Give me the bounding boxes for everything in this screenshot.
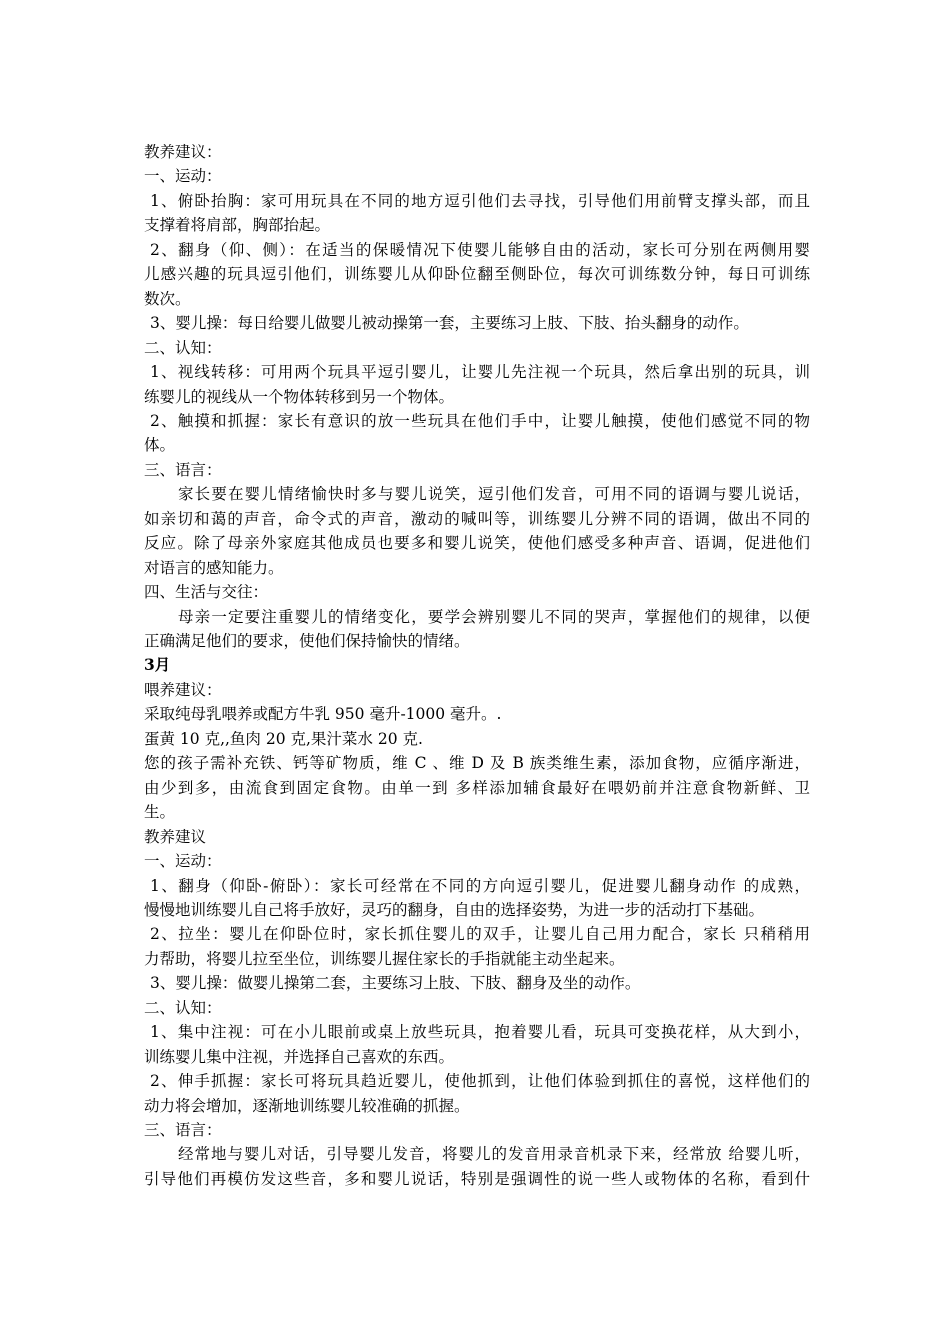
text-line: 您的孩子需补充铁、钙等矿物质，维 C 、维 D 及 B 族类维生素，添加食物，应循序渐进， — [144, 754, 810, 773]
text-line: 3、婴儿操：每日给婴儿做婴儿被动操第一套，主要练习上肢、下肢、抬头翻身的动作。 — [150, 314, 749, 333]
text-line: 如亲切和蔼的声音，命令式的声音，激动的喊叫等，训练婴儿分辨不同的语调，做出不同的 — [144, 509, 810, 528]
text-line: 三、语言： — [144, 1121, 222, 1139]
text-line: 1、集中注视：可在小儿眼前或桌上放些玩具，抱着婴儿看，玩具可变换花样，从大到小， — [150, 1023, 810, 1042]
text-line: 2、拉坐：婴儿在仰卧位时，家长抓住婴儿的双手，让婴儿自己用力配合，家长 只稍稍用 — [150, 925, 810, 944]
text-line: 练婴儿的视线从一个物体转移到另一个物体。 — [144, 387, 455, 406]
text-line: 慢慢地训练婴儿自己将手放好，灵巧的翻身，自由的选择姿势，为进一步的活动打下基础。 — [144, 900, 765, 919]
text-line: 1、俯卧抬胸：家可用玩具在不同的地方逗引他们去寻找，引导他们用前臂支撑头部，而且 — [150, 191, 810, 210]
text-line: 生。 — [144, 803, 176, 822]
text-line: 1、翻身（仰卧-俯卧）：家长可经常在不同的方向逗引婴儿，促进婴儿翻身动作 的成熟， — [150, 876, 810, 895]
text-line: 1、视线转移：可用两个玩具平逗引婴儿，让婴儿先注视一个玩具，然后拿出别的玩具，训 — [150, 363, 810, 382]
text-line: 采取纯母乳喂养或配方牛乳 950 毫升-1000 毫升。. — [144, 705, 502, 724]
text-line: 体。 — [144, 436, 176, 455]
text-line: 母亲一定要注重婴儿的情绪变化，要学会辨别婴儿不同的哭声，掌握他们的规律，以便 — [178, 607, 810, 626]
text-line: 四、生活与交往： — [144, 583, 269, 602]
text-line: 一、运动： — [144, 167, 222, 186]
text-line: 反应。除了母亲外家庭其他成员也要多和婴儿说笑，使他们感受多种声音、语调，促进他们 — [144, 534, 810, 553]
text-line: 数次。 — [144, 289, 191, 308]
text-line: 教养建议 — [144, 827, 207, 846]
text-line: 引导他们再模仿发这些音，多和婴儿说话，特别是强调性的说一些人或物体的名称，看到什 — [144, 1169, 810, 1188]
text-line: 喂养建议： — [144, 680, 222, 699]
text-line: 由少到多，由流食到固定食物。由单一到 多样添加辅食最好在喂奶前并注意食物新鲜、卫 — [144, 778, 810, 797]
text-line: 二、认知： — [144, 998, 222, 1017]
text-line: 动力将会增加，逐渐地训练婴儿较准确的抓握。 — [144, 1096, 470, 1115]
text-line: 3月 — [144, 655, 171, 675]
text-line: 训练婴儿集中注视，并选择自己喜欢的东西。 — [144, 1047, 455, 1066]
text-line: 儿感兴趣的玩具逗引他们，训练婴儿从仰卧位翻至侧卧位，每次可训练数分钟，每日可训练 — [144, 265, 810, 284]
text-line: 2、触摸和抓握：家长有意识的放一些玩具在他们手中，让婴儿触摸，使他们感觉不同的物 — [150, 411, 810, 430]
text-line: 2、伸手抓握：家长可将玩具趋近婴儿，使他抓到，让他们体验到抓住的喜悦，这样他们的 — [150, 1072, 810, 1091]
text-line: 蛋黄 10 克,,鱼肉 20 克,果汁菜水 20 克. — [144, 729, 423, 748]
text-line: 支撑着将肩部，胸部抬起。 — [144, 216, 331, 235]
text-line: 2、翻身（仰、侧）：在适当的保暖情况下使婴儿能够自由的活动，家长可分别在两侧用婴 — [150, 240, 810, 259]
text-line: 力帮助，将婴儿拉至坐位，训练婴儿握住家长的手指就能主动坐起来。 — [144, 949, 625, 968]
text-line: 对语言的感知能力。 — [144, 558, 284, 577]
text-line: 教养建议： — [144, 143, 222, 161]
text-line: 家长要在婴儿情绪愉快时多与婴儿说笑，逗引他们发音，可用不同的语调与婴儿说话， — [178, 485, 810, 504]
text-line: 经常地与婴儿对话，引导婴儿发音，将婴儿的发音用录音机录下来，经常放 给婴儿听， — [178, 1145, 810, 1164]
text-line: 3、婴儿操：做婴儿操第二套，主要练习上肢、下肢、翻身及坐的动作。 — [150, 974, 641, 993]
text-line: 一、运动： — [144, 852, 222, 871]
text-line: 二、认知： — [144, 338, 222, 357]
text-line: 正确满足他们的要求，使他们保持愉快的情绪。 — [144, 632, 470, 650]
text-line: 三、语言： — [144, 460, 222, 479]
